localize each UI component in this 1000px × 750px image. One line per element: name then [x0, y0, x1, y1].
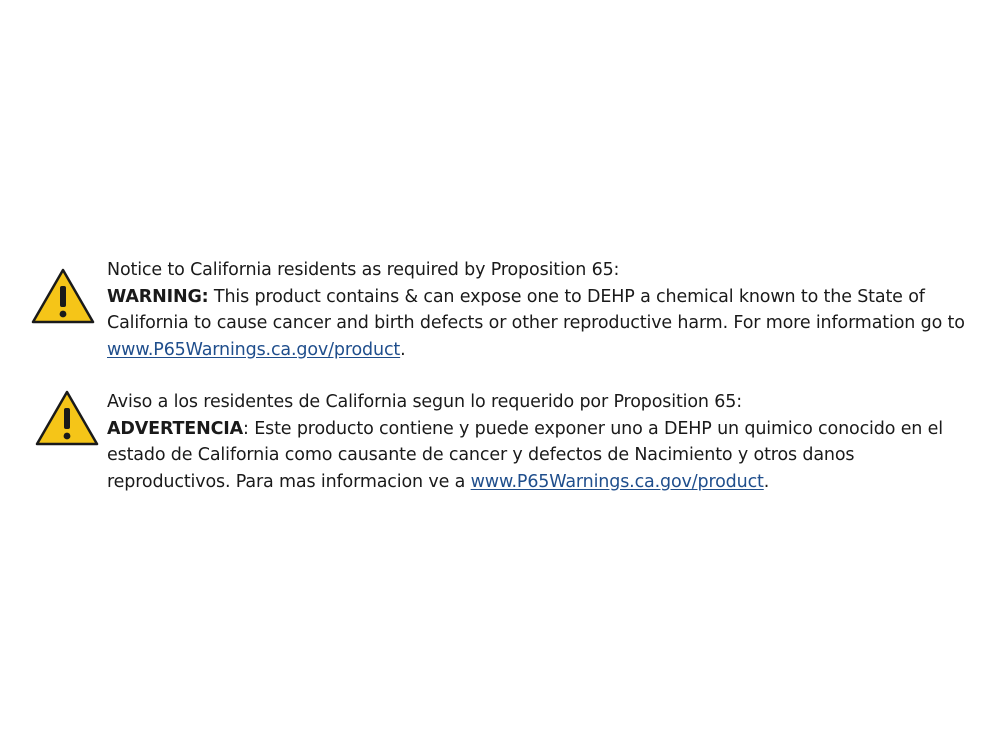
- p65-warnings-link[interactable]: www.P65Warnings.ca.gov/product: [470, 471, 764, 492]
- sentence-end: .: [763, 471, 770, 492]
- warning-triangle-icon: [30, 267, 96, 325]
- advertencia-paragraph: [107, 416, 967, 496]
- notice-text-english: [107, 257, 967, 363]
- advertencia-body: : Este producto contiene y puede exponer uno a DEHP un quimico conocido en el estado de California como causante de cancer y defectos de Nacimiento y otros danos reproductivos. Para mas informacion ve a: [107, 418, 943, 492]
- warning-body: This product contains & can expose one to DEHP a chemical known to the State of California to cause cancer and birth defects or other reproductive harm. For more information go to: [107, 286, 965, 333]
- notice-heading: Notice to California residents as required by Proposition 65:: [107, 260, 620, 280]
- notice-heading: Aviso a los residentes de California segun lo requerido por Proposition 65:: [107, 392, 742, 412]
- notice-text-spanish: [107, 389, 967, 495]
- advertencia-label: ADVERTENCIA: [107, 418, 244, 439]
- p65-warnings-link[interactable]: www.P65Warnings.ca.gov/product: [107, 339, 401, 360]
- sentence-end: .: [400, 339, 406, 360]
- warning-label: WARNING:: [107, 286, 209, 307]
- warning-triangle-icon: [34, 389, 100, 447]
- warning-paragraph: [107, 284, 967, 364]
